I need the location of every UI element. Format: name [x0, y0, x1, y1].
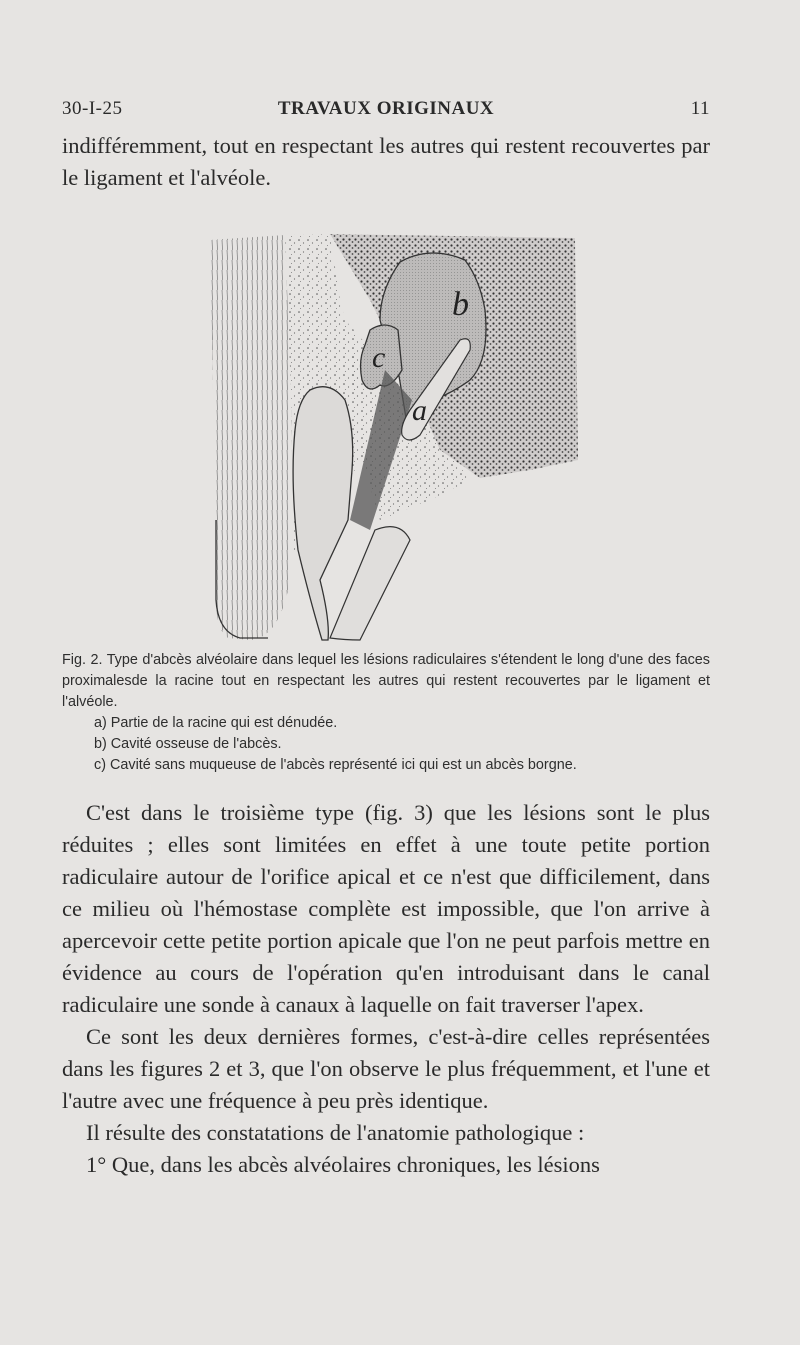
- intro-paragraph: [62, 130, 710, 194]
- main-text: [62, 797, 710, 1181]
- caption-item-b: b) Cavité osseuse de l'abcès.: [94, 736, 282, 752]
- figure-label-a: a: [412, 394, 427, 427]
- caption-item-a: a) Partie de la racine qui est dénudée.: [94, 715, 338, 731]
- figure-label-c: c: [372, 341, 386, 374]
- caption-item-c: c) Cavité sans muqueuse de l'abcès représenté ici qui est un abcès borgne.: [94, 757, 577, 773]
- caption-main: Fig. 2. Type d'abcès alvéolaire dans lequel les lésions radiculaires s'étendent le long d'une des faces proximalesde la racine tout en respectant les autres qui restent recouvertes par le ligament et l'alvéole.: [62, 652, 710, 710]
- header-page-number: 11: [690, 98, 710, 119]
- figure-caption: [62, 650, 710, 776]
- intro-text: indifféremment, tout en respectant les autres qui restent recouvertes par le ligament et l'alvéole.: [62, 133, 710, 190]
- paragraph-conclusion-intro: Il résulte des constatations de l'anatomie pathologique :: [86, 1120, 585, 1145]
- tooth-abscess-figure: [180, 220, 580, 650]
- left-tooth: [210, 235, 292, 640]
- header-date: 30-I-25: [62, 98, 123, 119]
- paragraph-frequency: Ce sont les deux dernières formes, c'est-à-dire celles représentées dans les figures 2 et 3, que l'on observe le plus fréquemment, et l'une et l'autre avec une fréquence à peu près identique.: [62, 1024, 710, 1113]
- figure-label-b: b: [452, 286, 469, 323]
- header-section-title: TRAVAUX ORIGINAUX: [277, 98, 495, 119]
- paragraph-third-type: C'est dans le troisième type (fig. 3) que les lésions sont le plus réduites ; elles sont limitées en effet à une toute petite portion radiculaire autour de l'orifice apical et ce n'est que difficilement, dans ce milieu où l'hémostase complète est impossible, que l'on arrive à apercevoir cette petite portion apicale que l'on ne peut parfois mettre en évidence au cours de l'opération qu'en introduisant dans le canal radiculaire une sonde à canaux à laquelle on fait traverser l'apex.: [62, 800, 710, 1017]
- central-tooth: [293, 387, 353, 640]
- paragraph-conclusion-one: 1° Que, dans les abcès alvéolaires chroniques, les lésions: [86, 1152, 600, 1177]
- running-header: [62, 98, 710, 124]
